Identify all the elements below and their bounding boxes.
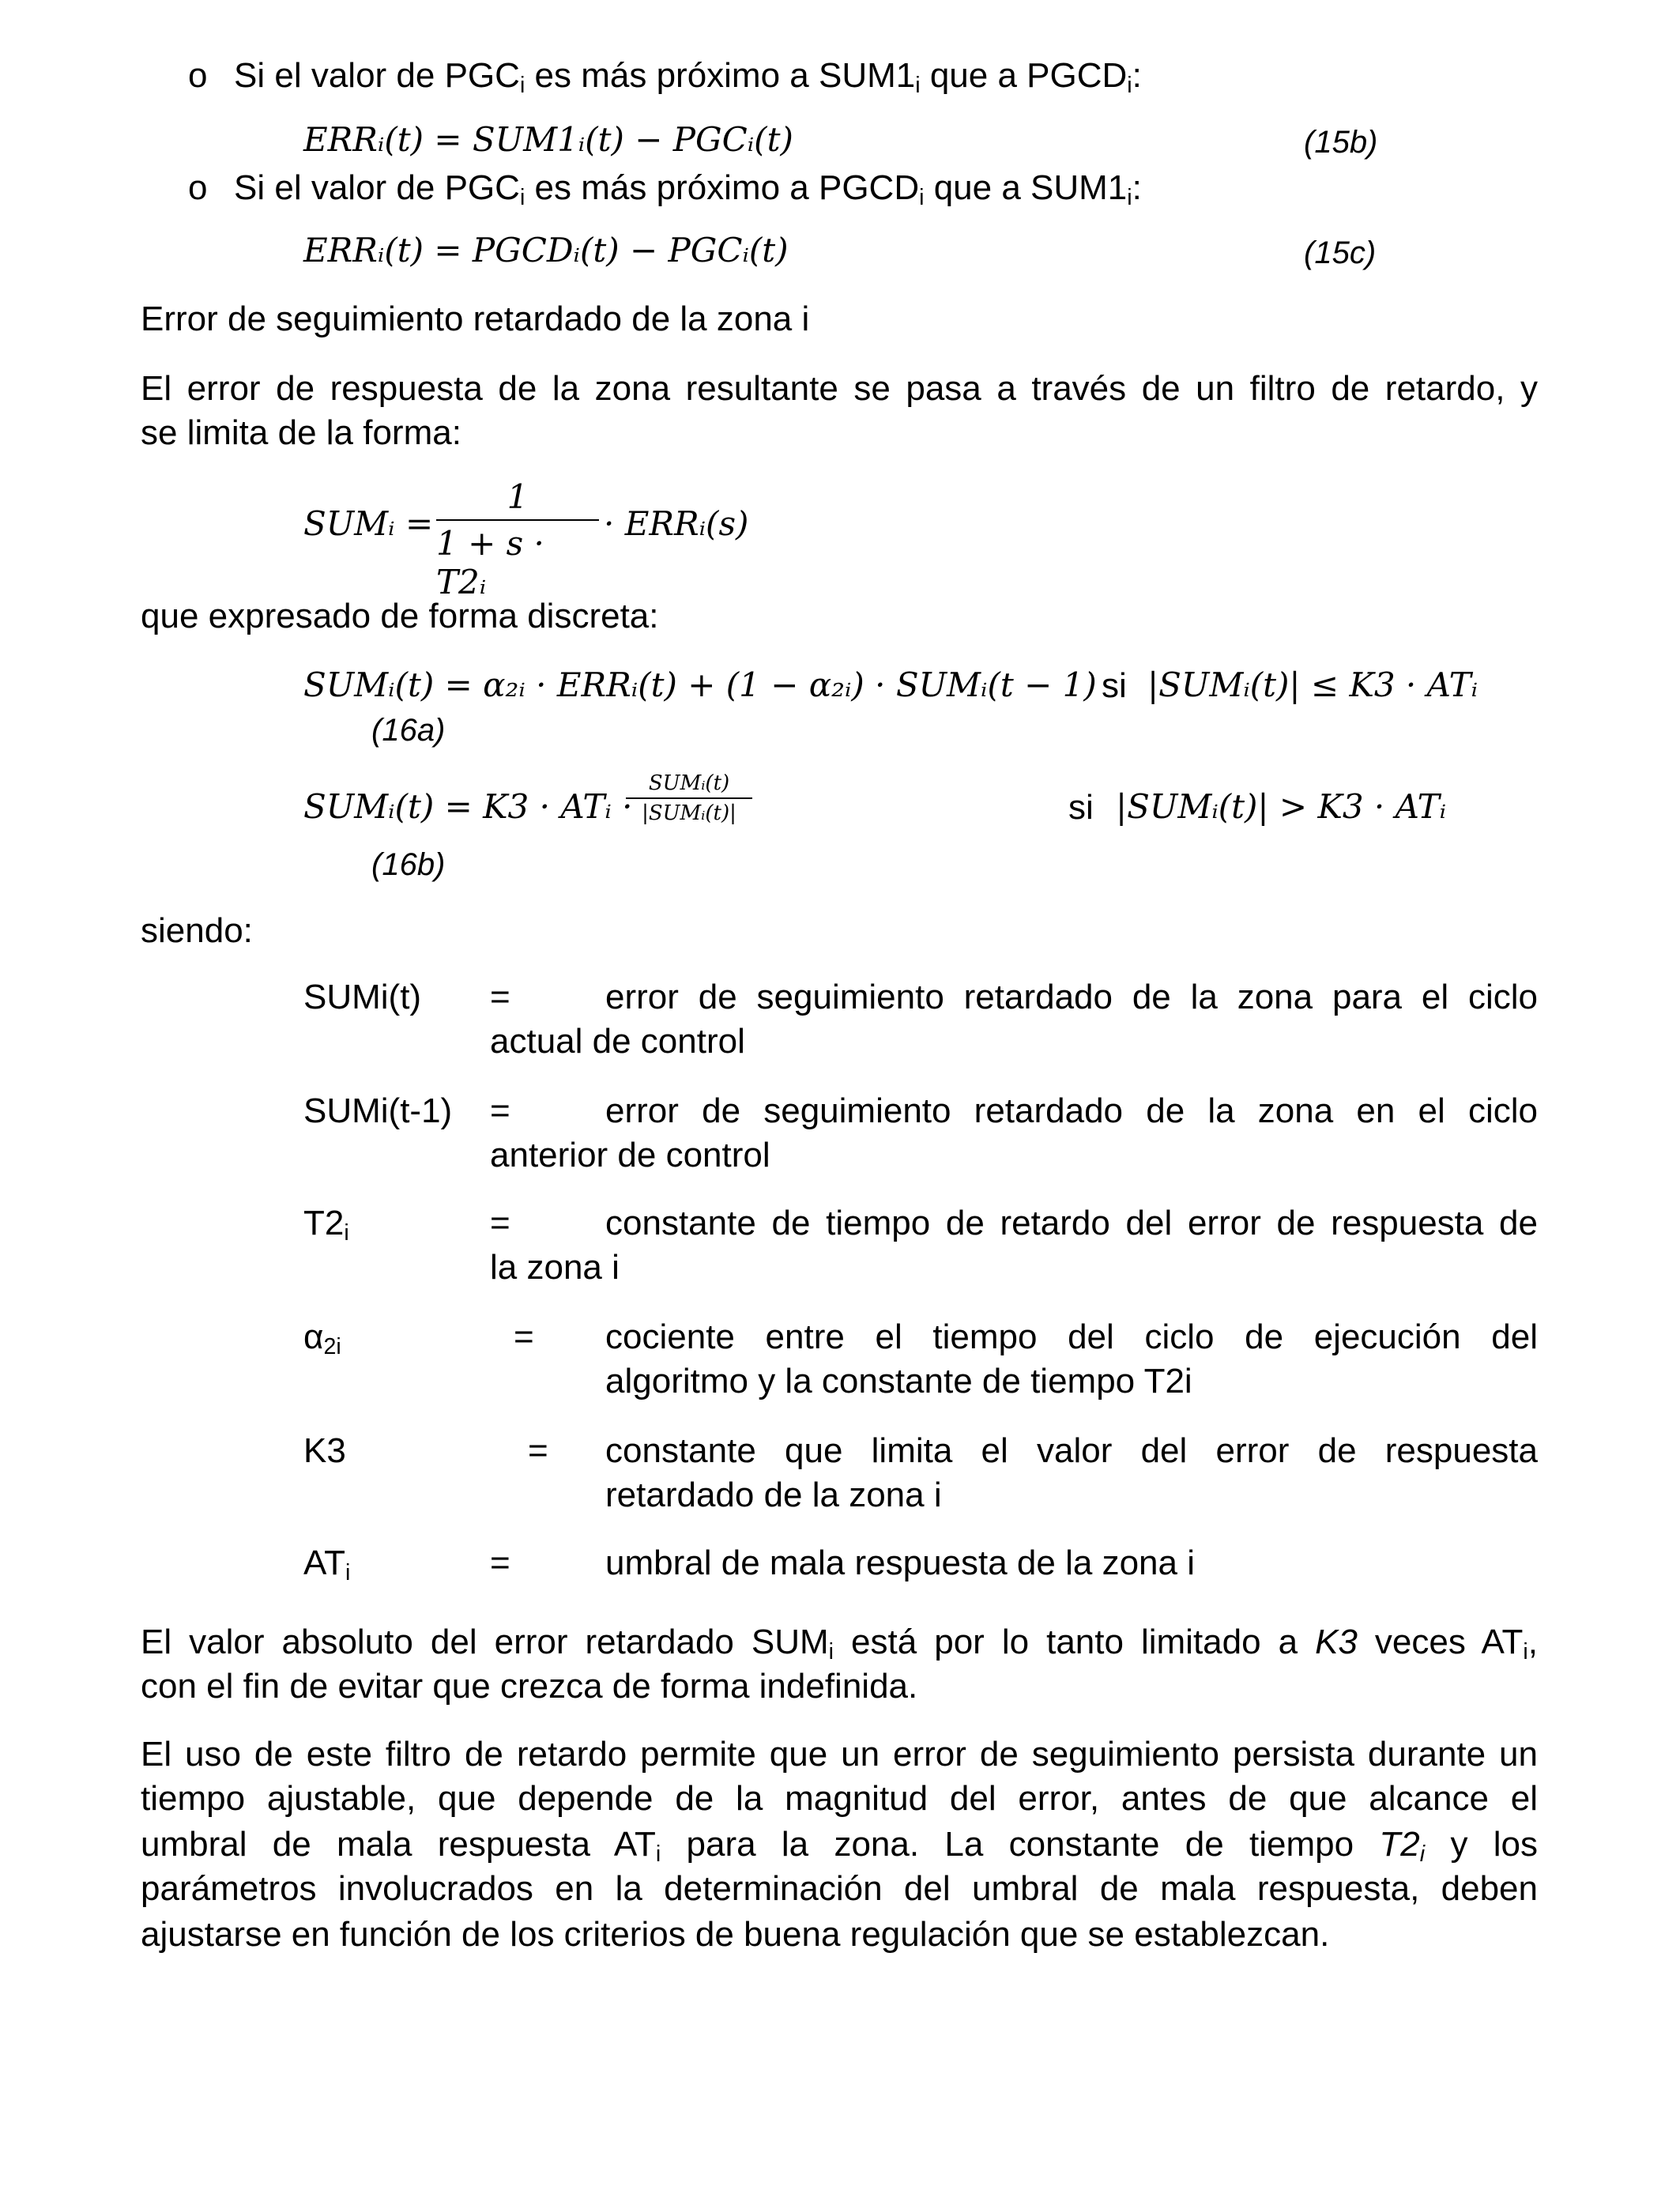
siendo-label: siendo:	[141, 911, 253, 950]
filter-equation-lhs: SUMᵢ =	[303, 504, 434, 543]
equation-15c: ERRᵢ(t) = PGCDᵢ(t) − PGCᵢ(t)	[303, 231, 789, 270]
definition-text-line-2: actual de control	[490, 1022, 745, 1061]
equation-tag-15c: (15c)	[1304, 236, 1377, 270]
intro-paragraph-line-2: se limita de la forma:	[141, 413, 461, 452]
equation-tag-15b: (15b)	[1304, 125, 1378, 160]
equation-16b-denominator: |SUMᵢ(t)|	[642, 801, 736, 825]
definition-equals: =	[490, 1091, 510, 1130]
definition-equals: =	[490, 1544, 510, 1582]
definition-text-line-1: cociente entre el tiempo del ciclo de ejecución del	[605, 1318, 1538, 1356]
definition-symbol-ati: $AT_i$	[303, 1544, 351, 1586]
equation-16a-condition: |SUMᵢ(t)| ≤ K3 · ATᵢ	[1147, 665, 1478, 704]
definition-equals: =	[528, 1431, 548, 1470]
definition-text-line-2: algoritmo y la constante de tiempo T2i	[605, 1362, 1192, 1400]
paragraph-final-line-2: tiempo ajustable, que depende de la magnitud del error, antes de que alcance el	[141, 1779, 1538, 1818]
definition-text-line-1: error de seguimiento retardado de la zona para el ciclo	[605, 978, 1538, 1016]
equation-16b-si: si	[1068, 788, 1094, 827]
paragraph-abs-line-2: con el fin de evitar que crezca de forma indefinida.	[141, 1667, 918, 1706]
paragraph-abs-line-1: El valor absoluto del error retardado $SUM_i$ está por lo tanto limitado a K3 veces $AT_i$,	[141, 1623, 1538, 1665]
filter-fraction	[436, 477, 599, 601]
paragraph-final-line-3: umbral de mala respuesta $AT_i$ para la zona. La constante de tiempo $T2_i$ y los	[141, 1825, 1538, 1868]
definition-text-line-1: error de seguimiento retardado de la zona en el ciclo	[605, 1091, 1538, 1130]
section-heading: Error de seguimiento retardado de la zona i	[141, 300, 810, 338]
definition-symbol-alpha2i: $\alpha_{2i}$	[303, 1318, 341, 1360]
bullet-marker: o	[188, 56, 208, 95]
discrete-intro: que expresado de forma discreta:	[141, 597, 659, 635]
definition-text-line-1: constante que limita el valor del error de respuesta	[605, 1431, 1538, 1470]
bullet-2	[188, 168, 208, 207]
paragraph-final-line-1: El uso de este filtro de retardo permite que un error de seguimiento persista durante un	[141, 1735, 1538, 1774]
definition-equals: =	[490, 1204, 510, 1242]
definition-text-line-2: retardado de la zona i	[605, 1476, 942, 1514]
filter-denominator: 1 + s · T2ᵢ	[436, 524, 544, 601]
filter-equation-rhs: · ERRᵢ(s)	[604, 504, 749, 543]
bullet-1-text: Si el valor de $PGC_i$ es más próximo a $SUM1_i$ que a $PGCD_i$:	[234, 56, 1142, 99]
bullet-marker: o	[188, 168, 208, 207]
equation-tag-16a: (16a)	[371, 713, 446, 748]
paragraph-final-line-4: parámetros involucrados en la determinación del umbral de mala respuesta, deben	[141, 1869, 1538, 1908]
fraction-bar	[626, 797, 752, 799]
definition-symbol-t2i: $T2_i$	[303, 1204, 349, 1246]
definition-symbol-sumi-prev: SUMi(t-1)	[303, 1091, 453, 1130]
definition-symbol-sumi: SUMi(t)	[303, 978, 422, 1016]
definition-text-line-1: umbral de mala respuesta de la zona i	[605, 1544, 1195, 1582]
paragraph-final-line-5: ajustarse en función de los criterios de buena regulación que se establezcan.	[141, 1915, 1330, 1954]
equation-16b-lhs: SUMᵢ(t) = K3 · ATᵢ ·	[303, 787, 633, 826]
intro-paragraph-line-1: El error de respuesta de la zona resultante se pasa a través de un filtro de retardo, y	[141, 369, 1538, 408]
filter-numerator: 1	[507, 477, 529, 516]
equation-16b-fraction	[626, 771, 752, 825]
equation-16a-si: si	[1102, 666, 1127, 705]
fraction-bar	[436, 519, 599, 521]
bullet-2-text: Si el valor de $PGC_i$ es más próximo a $PGCD_i$ que a $SUM1_i$:	[234, 168, 1142, 211]
bullet-1	[188, 58, 207, 93]
definition-text-line-2: anterior de control	[490, 1136, 770, 1174]
definition-equals: =	[490, 978, 510, 1016]
equation-16b-numerator: SUMᵢ(t)	[648, 771, 730, 795]
definition-text-line-1: constante de tiempo de retardo del error de respuesta de	[605, 1204, 1538, 1242]
definition-symbol-k3: K3	[303, 1431, 346, 1470]
equation-15b: ERRᵢ(t) = SUM1ᵢ(t) − PGCᵢ(t)	[303, 120, 793, 159]
definition-equals: =	[514, 1318, 534, 1356]
equation-16b-condition: |SUMᵢ(t)| > K3 · ATᵢ	[1116, 787, 1447, 826]
equation-tag-16b: (16b)	[371, 847, 446, 882]
definition-text-line-2: la zona i	[490, 1248, 620, 1287]
equation-16a: SUMᵢ(t) = α₂ᵢ · ERRᵢ(t) + (1 − α₂ᵢ) · SUMᵢ(t − 1)	[303, 665, 1097, 704]
